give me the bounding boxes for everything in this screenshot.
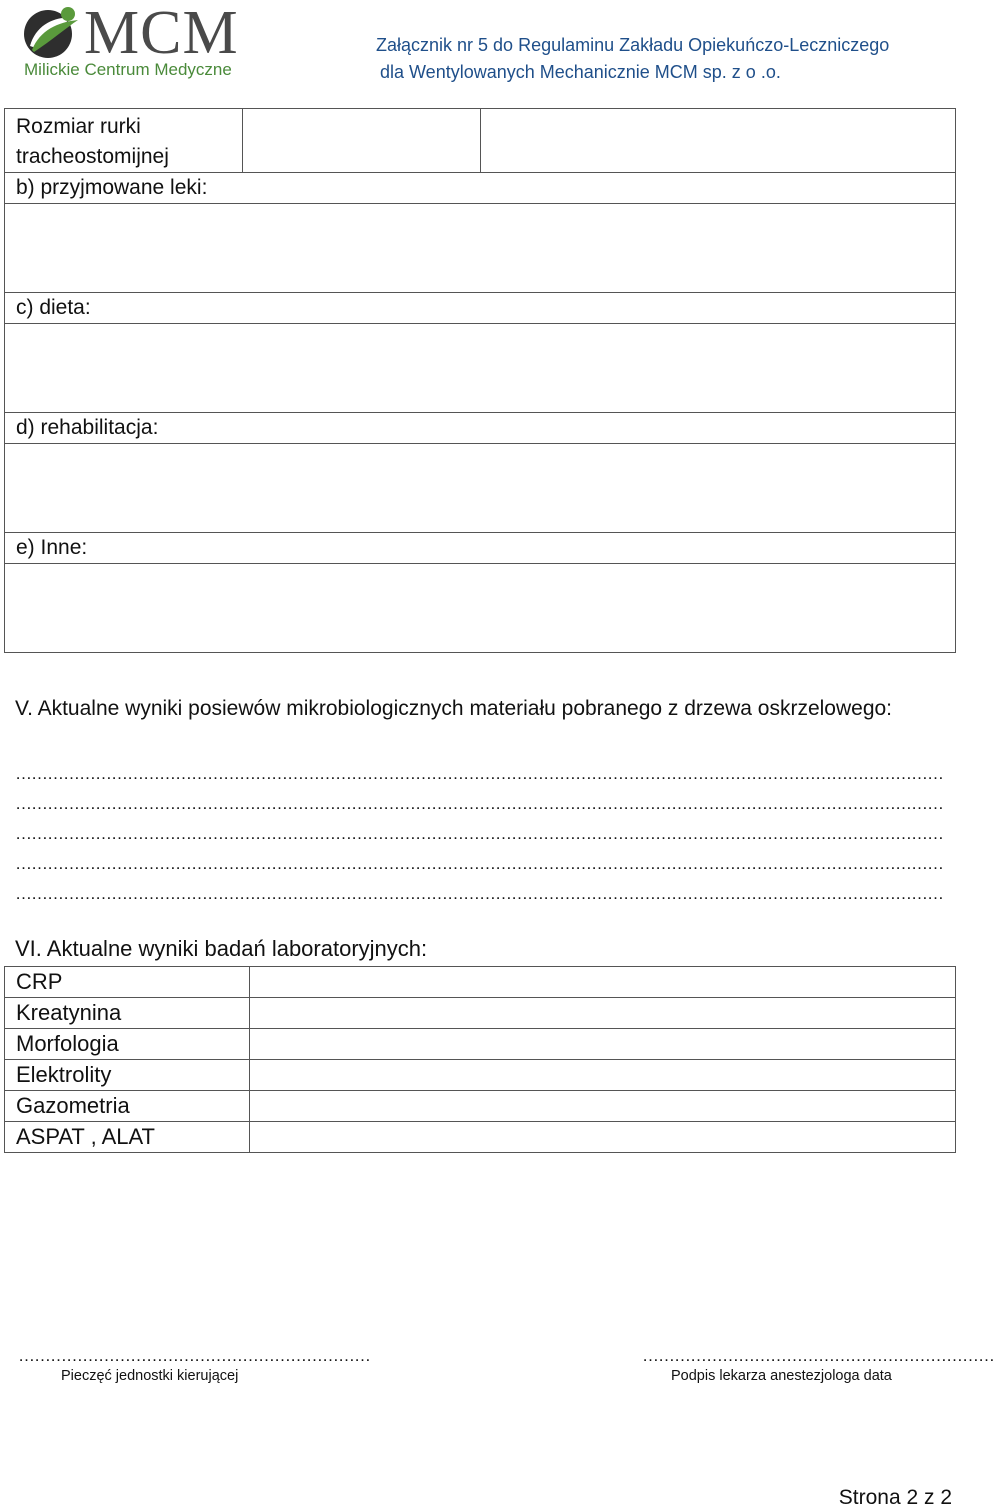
header-line-1: Załącznik nr 5 do Regulaminu Zakładu Opiekuńczo-Leczniczego [376, 35, 890, 55]
other-label: e) Inne: [5, 533, 956, 564]
section-6-heading: VI. Aktualne wyniki badań laboratoryjnych: [15, 936, 428, 961]
mcm-logo [22, 0, 262, 84]
diet-field[interactable] [5, 324, 956, 413]
page-number: Strona 2 z 2 [838, 1486, 952, 1509]
table-row [5, 1029, 956, 1060]
logo-text: MCM [84, 0, 239, 67]
lab-result-field[interactable] [250, 1091, 956, 1122]
tube-size-field-2[interactable] [481, 109, 956, 173]
stamp-label: Pieczęć jednostki kierującej [61, 1368, 239, 1384]
logo-subtitle: Milickie Centrum Medyczne [24, 60, 232, 79]
lab-test-label: CRP [5, 967, 250, 998]
lab-result-field[interactable] [250, 1029, 956, 1060]
lab-test-label: Kreatynina [5, 998, 250, 1029]
lab-result-field[interactable] [250, 967, 956, 998]
table-row [5, 1122, 956, 1153]
section-5-heading: V. Aktualne wyniki posiewów mikrobiologicznych materiału pobranego z drzewa oskrzelowego: [15, 697, 893, 720]
table-row [5, 967, 956, 998]
signature-line[interactable]: ………………………………………………………… [642, 1346, 994, 1365]
lab-test-label: Gazometria [5, 1091, 250, 1122]
stamp-line[interactable]: ………………………………………………………… [18, 1346, 370, 1365]
dotted-line[interactable]: ………………………………………………………………………………………………………………………………………………………… [15, 794, 943, 813]
rehab-label: d) rehabilitacja: [5, 413, 956, 444]
header-line-2: dla Wentylowanych Mechanicznie MCM sp. z o .o. [380, 62, 781, 82]
other-field[interactable] [5, 564, 956, 653]
lab-test-label: Elektrolity [5, 1060, 250, 1091]
tube-size-field[interactable] [243, 109, 481, 173]
diet-label: c) dieta: [5, 293, 956, 324]
medications-field[interactable] [5, 204, 956, 293]
dotted-line[interactable]: ………………………………………………………………………………………………………………………………………………………… [15, 854, 943, 873]
medications-label: b) przyjmowane leki: [5, 173, 956, 204]
leaf-logo-icon [22, 6, 82, 62]
table-row [5, 1060, 956, 1091]
lab-result-field[interactable] [250, 1060, 956, 1091]
lab-result-field[interactable] [250, 1122, 956, 1153]
table-row [5, 998, 956, 1029]
lab-results-table [4, 966, 956, 1153]
dotted-line[interactable]: ………………………………………………………………………………………………………………………………………………………… [15, 764, 943, 783]
lab-result-field[interactable] [250, 998, 956, 1029]
dotted-line[interactable]: ………………………………………………………………………………………………………………………………………………………… [15, 824, 943, 843]
tube-size-label: Rozmiar rurki tracheostomijnej [5, 109, 243, 173]
treatment-table [4, 108, 956, 653]
lab-test-label: Morfologia [5, 1029, 250, 1060]
lab-test-label: ASPAT , ALAT [5, 1122, 250, 1153]
signature-label: Podpis lekarza anestezjologa data [671, 1368, 892, 1384]
table-row [5, 1091, 956, 1122]
document-header [376, 32, 960, 86]
dotted-line[interactable]: ………………………………………………………………………………………………………………………………………………………… [15, 884, 943, 903]
rehab-field[interactable] [5, 444, 956, 533]
